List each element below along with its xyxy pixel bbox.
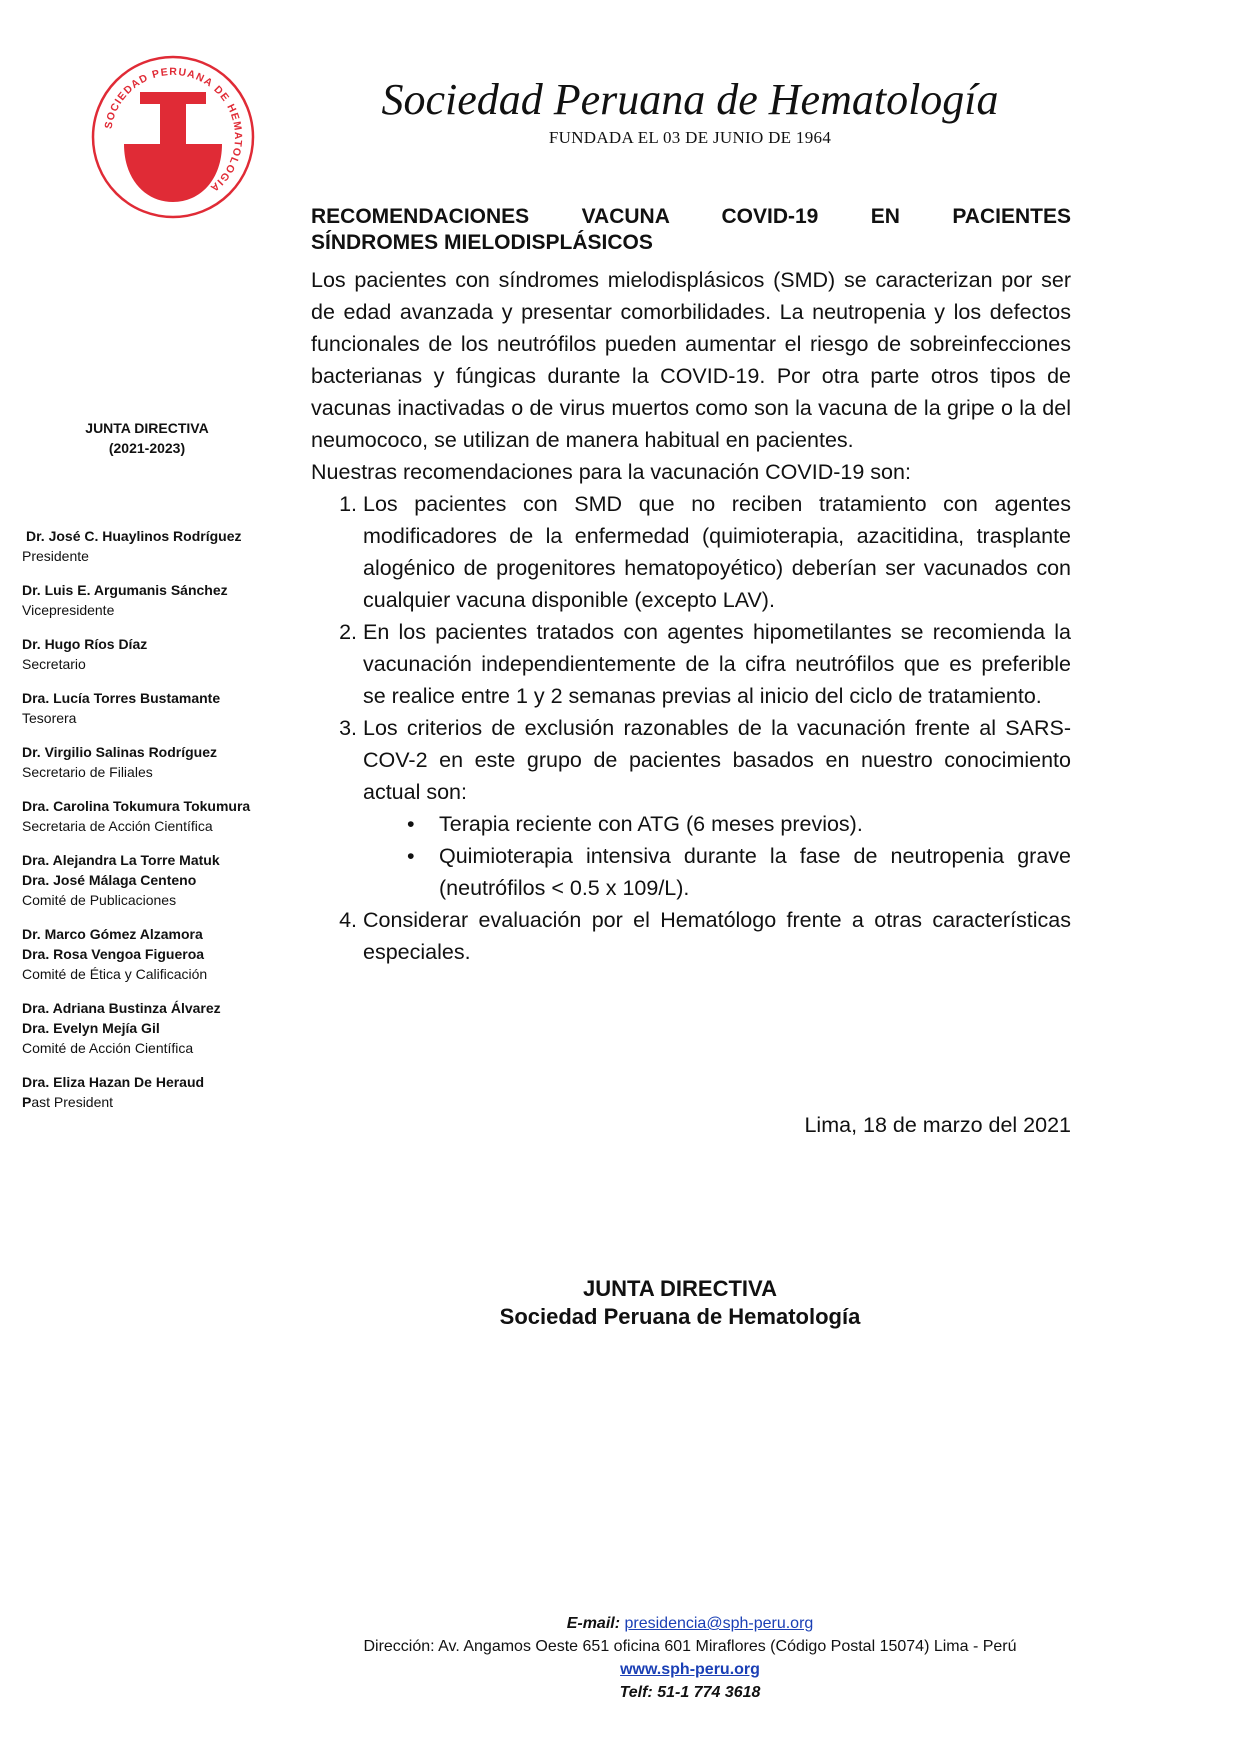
recommendation-text: Los pacientes con SMD que no reciben tratamiento con agentes modificadores de la enfermedad (quimioterapia, azacitidina, trasplante alogénico de progenitores hematopoyético) deberían ser vacunados con cualquier vacuna disponible (excepto LAV).	[363, 492, 1071, 612]
bullet-icon: •	[407, 844, 415, 868]
bullet-icon: •	[407, 812, 415, 836]
signature-line-1: JUNTA DIRECTIVA	[583, 1276, 777, 1301]
board-title: JUNTA DIRECTIVA	[85, 420, 209, 436]
recommendation-item	[363, 712, 1071, 904]
member-group	[22, 796, 272, 836]
organization-founding-date: FUNDADA EL 03 DE JUNIO DE 1964	[548, 128, 832, 147]
member-role: Secretario de Filiales	[22, 764, 153, 780]
recommendation-item	[363, 488, 1071, 616]
member-group	[22, 924, 272, 984]
board-period: (2021-2023)	[108, 440, 186, 456]
website-link[interactable]: www.sph-peru.org	[620, 1661, 760, 1678]
exclusion-criterion-text: Quimioterapia intensiva durante la fase de neutropenia grave (neutrófilos < 0.5 x 109/L).	[439, 844, 1071, 900]
member-name: Dra. Carolina Tokumura Tokumura	[22, 798, 251, 814]
document-date: Lima, 18 de marzo del 2021	[804, 1113, 1071, 1137]
email-link[interactable]: presidencia@sph-peru.org	[624, 1615, 814, 1632]
email-label: E-mail:	[566, 1615, 621, 1632]
member-name: Dra. Rosa Vengoa Figueroa	[22, 946, 205, 962]
member-role: Comité de Ética y Calificación	[22, 966, 208, 982]
member-name: Dr. Hugo Ríos Díaz	[22, 636, 148, 652]
intro-paragraph: Los pacientes con síndromes mielodisplásicos (SMD) se caracterizan por ser de edad avanzada y presentar comorbilidades. La neutropenia y los defectos funcionales de los neutrófilos pueden aumentar el riesgo de sobreinfecciones bacterianas y fúngicas durante la COVID-19. Por otra parte otros tipos de vacunas inactivadas o de virus muertos como son la vacuna de la gripe o la del neumococo, se utilizan de manera habitual en pacientes.	[311, 268, 1071, 452]
signature-line-2: Sociedad Peruana de Hematología	[499, 1304, 861, 1329]
signature-block	[400, 1275, 960, 1331]
member-name: Dr. Marco Gómez Alzamora	[22, 926, 203, 942]
recommendations-lead: Nuestras recomendaciones para la vacunación COVID-19 son:	[311, 460, 911, 484]
recommendation-item	[363, 904, 1071, 968]
email-line	[300, 1612, 1080, 1635]
member-name: Dra. Evelyn Mejía Gil	[22, 1020, 160, 1036]
member-group	[22, 634, 272, 674]
society-seal-icon	[88, 52, 258, 222]
member-name: Dr. Luis E. Argumanis Sánchez	[22, 582, 228, 598]
member-role: Vicepresidente	[22, 602, 115, 618]
member-group	[22, 688, 272, 728]
board-heading	[22, 418, 272, 458]
recommendation-text: En los pacientes tratados con agentes hipometilantes se recomienda la vacunación independientemente de la cifra neutrófilos que es preferible se realice entre 1 y 2 semanas previas al inicio del ciclo de tratamiento.	[363, 620, 1071, 708]
member-name: Dr. José C. Huaylinos Rodríguez	[26, 528, 242, 544]
member-group	[22, 526, 272, 566]
member-role: Comité de Publicaciones	[22, 892, 177, 908]
recommendations-list	[311, 488, 1071, 968]
member-name: Dra. Lucía Torres Bustamante	[22, 690, 221, 706]
contact-footer	[300, 1612, 1080, 1704]
member-group	[22, 580, 272, 620]
member-name: Dr. Virgilio Salinas Rodríguez	[22, 744, 218, 760]
document-title-line-1: RECOMENDACIONES VACUNA COVID-19 EN PACIENTES	[311, 205, 1071, 228]
exclusion-criterion-text: Terapia reciente con ATG (6 meses previos).	[439, 812, 863, 836]
document-title-line-2: SÍNDROMES MIELODISPLÁSICOS	[311, 231, 653, 254]
member-group	[22, 850, 272, 910]
exclusion-criteria-list	[363, 808, 1071, 904]
member-role: Secretario	[22, 656, 86, 672]
address-line: Dirección: Av. Angamos Oeste 651 oficina 601 Miraflores (Código Postal 15074) Lima - Perú	[363, 1638, 1017, 1655]
organization-title: Sociedad Peruana de Hematología	[381, 75, 999, 124]
member-group	[22, 998, 272, 1058]
member-role: Presidente	[22, 548, 89, 564]
member-group	[22, 742, 272, 782]
recommendation-text: Los criterios de exclusión razonables de la vacunación frente al SARS-COV-2 en este grupo de pacientes basados en nuestro conocimiento actual son:	[363, 716, 1071, 804]
member-role-initial: P	[22, 1094, 32, 1110]
member-role: Comité de Acción Científica	[22, 1040, 194, 1056]
member-role-rest: ast President	[31, 1094, 114, 1110]
website-line	[300, 1658, 1080, 1681]
member-role	[22, 1092, 272, 1112]
logo-ring-text: SOCIEDAD PERUANA DE HEMATOLOGIA	[102, 65, 245, 195]
document-body	[311, 204, 1071, 968]
member-name: Dra. Alejandra La Torre Matuk	[22, 852, 220, 868]
member-role: Secretaria de Acción Científica	[22, 818, 213, 834]
society-logo	[88, 52, 258, 222]
recommendation-text: Considerar evaluación por el Hematólogo frente a otras características especiales.	[363, 908, 1071, 964]
member-role: Tesorera	[22, 710, 77, 726]
member-name: Dra. José Málaga Centeno	[22, 872, 197, 888]
member-group	[22, 1072, 272, 1112]
phone-line: Telf: 51-1 774 3618	[619, 1684, 761, 1701]
member-name: Dra. Adriana Bustinza Álvarez	[22, 1000, 221, 1016]
board-member-list	[22, 526, 272, 1126]
member-name: Dra. Eliza Hazan De Heraud	[22, 1074, 205, 1090]
exclusion-criterion	[407, 840, 1071, 904]
recommendation-item	[363, 616, 1071, 712]
exclusion-criterion	[407, 808, 1071, 840]
